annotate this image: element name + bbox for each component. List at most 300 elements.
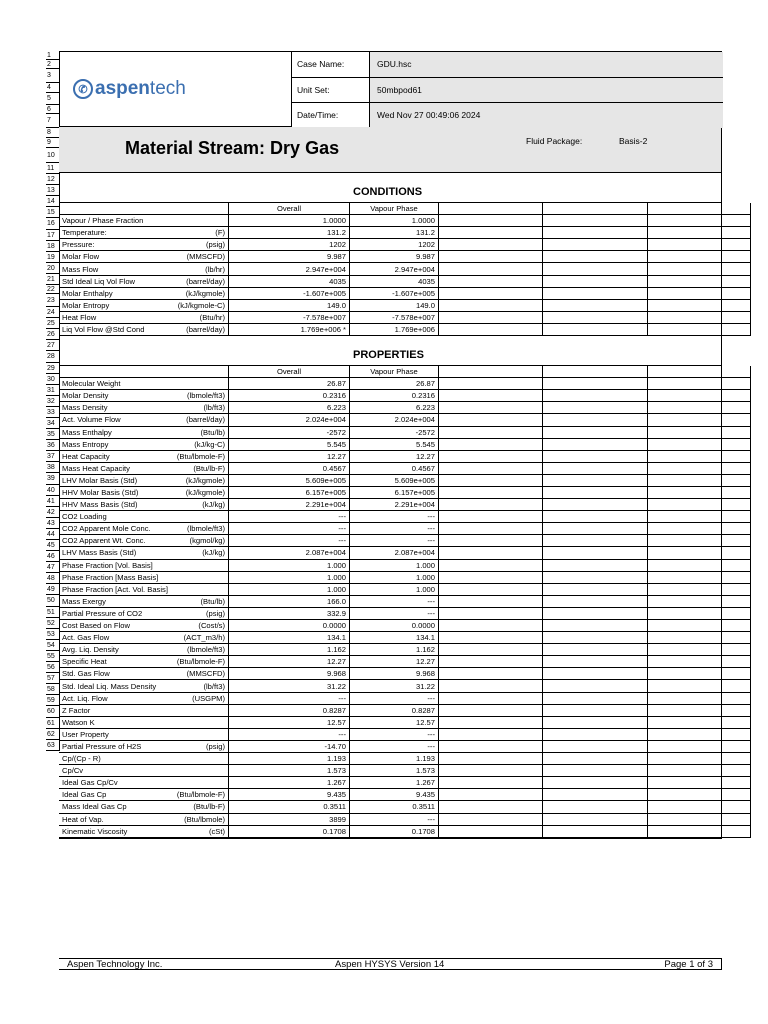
empty-cell (439, 378, 543, 390)
property-unit: (lbmole/ft3) (187, 645, 225, 655)
overall-value: 1.162 (229, 644, 350, 656)
vapour-value: 0.8287 (350, 704, 439, 716)
conditions-title: CONDITIONS (353, 186, 423, 198)
row-number: 59 (46, 695, 59, 706)
conditions-row (59, 323, 751, 335)
row-number: 21 (46, 274, 59, 285)
row-number: 34 (46, 418, 59, 429)
property-label (59, 825, 229, 837)
empty-cell (648, 740, 751, 752)
property-name: Avg. Liq. Density (62, 645, 119, 655)
empty-cell (439, 692, 543, 704)
property-name: Cp/Cv (62, 766, 84, 776)
property-name: Phase Fraction [Act. Vol. Basis] (62, 584, 168, 594)
empty-cell (543, 740, 648, 752)
property-label (59, 644, 229, 656)
property-name: Heat of Vap. (62, 814, 104, 824)
overall-value: 0.3511 (229, 801, 350, 813)
property-name: Molecular Weight (62, 379, 121, 389)
conditions-row (59, 299, 751, 311)
empty-cell (543, 571, 648, 583)
overall-value: --- (229, 728, 350, 740)
vapour-value: --- (350, 595, 439, 607)
empty-cell (543, 239, 648, 251)
properties-row (59, 486, 751, 498)
empty-cell (648, 462, 751, 474)
property-unit: (barrel/day) (186, 415, 225, 425)
property-unit: (psig) (206, 741, 225, 751)
property-label (59, 227, 229, 239)
vapour-value: 0.1708 (350, 825, 439, 837)
vapour-value: 1.000 (350, 583, 439, 595)
empty-cell (439, 523, 543, 535)
properties-title: PROPERTIES (353, 349, 424, 362)
property-label (59, 777, 229, 789)
empty-cell (543, 583, 648, 595)
empty-cell (439, 311, 543, 323)
empty-cell (648, 692, 751, 704)
properties-col-overall: Overall (229, 366, 350, 378)
empty-cell (543, 644, 648, 656)
row-number: 12 (46, 174, 59, 185)
empty-cell (648, 716, 751, 728)
properties-row (59, 583, 751, 595)
empty-cell (439, 583, 543, 595)
property-name: HHV Mass Basis (Std) (62, 500, 138, 510)
empty-cell (648, 390, 751, 402)
empty-cell (543, 251, 648, 263)
logo-brand: aspen (95, 78, 150, 99)
footer-version: Aspen HYSYS Version 14 (335, 959, 445, 970)
row-number: 52 (46, 618, 59, 629)
row-number: 4 (46, 83, 59, 93)
property-label (59, 390, 229, 402)
row-number: 55 (46, 651, 59, 662)
property-label (59, 499, 229, 511)
property-unit: (kJ/kgmole) (185, 288, 225, 298)
vapour-value: 1.162 (350, 644, 439, 656)
empty-cell (439, 227, 543, 239)
empty-cell (648, 595, 751, 607)
vapour-value: --- (350, 692, 439, 704)
empty-cell (543, 402, 648, 414)
row-number: 27 (46, 340, 59, 351)
logo-suffix: tech (149, 78, 186, 99)
row-number: 9 (46, 138, 59, 148)
property-unit: (Btu/lb) (200, 596, 225, 606)
conditions-row (59, 215, 751, 227)
property-name: Heat Capacity (62, 451, 110, 461)
properties-row (59, 450, 751, 462)
property-name: Molar Density (62, 391, 109, 401)
property-unit: (barrel/day) (186, 276, 225, 286)
empty-cell (543, 704, 648, 716)
property-unit: (kJ/kgmole) (185, 488, 225, 498)
overall-value: -2572 (229, 426, 350, 438)
empty-cell (439, 704, 543, 716)
vapour-value: 1.000 (350, 559, 439, 571)
property-label (59, 704, 229, 716)
property-name: Vapour / Phase Fraction (62, 216, 144, 226)
property-label (59, 523, 229, 535)
row-number: 18 (46, 241, 59, 252)
empty-cell (648, 275, 751, 287)
empty-cell (439, 559, 543, 571)
meta-date-time: Date/Time: Wed Nov 27 00:49:06 2024 (292, 103, 723, 128)
property-name: Molar Flow (62, 252, 100, 262)
properties-row (59, 777, 751, 789)
overall-value: 131.2 (229, 227, 350, 239)
property-name: Molar Entropy (62, 300, 110, 310)
empty-cell (439, 299, 543, 311)
empty-cell (648, 704, 751, 716)
property-unit: (lb/ft3) (203, 403, 225, 413)
properties-row (59, 789, 751, 801)
overall-value: 332.9 (229, 607, 350, 619)
row-number: 31 (46, 385, 59, 396)
row-number: 54 (46, 640, 59, 651)
property-name: Mass Flow (62, 264, 99, 274)
empty-cell (439, 486, 543, 498)
row-number: 45 (46, 540, 59, 551)
empty-cell (648, 728, 751, 740)
empty-cell (648, 311, 751, 323)
empty-cell (543, 323, 648, 335)
property-name: Act. Liq. Flow (62, 693, 108, 703)
property-unit: (Cost/s) (198, 621, 225, 631)
overall-value: --- (229, 535, 350, 547)
property-name: Molar Enthalpy (62, 288, 113, 298)
empty-cell (543, 789, 648, 801)
empty-cell (439, 825, 543, 837)
property-unit: (Btu/lbmole-F) (176, 451, 225, 461)
vapour-value: 2.947e+004 (350, 263, 439, 275)
property-label (59, 462, 229, 474)
property-name: LHV Mass Basis (Std) (62, 548, 137, 558)
property-name: HHV Molar Basis (Std) (62, 488, 139, 498)
row-number: 30 (46, 374, 59, 385)
conditions-row (59, 239, 751, 251)
company-logo (73, 78, 186, 100)
vapour-value: 12.57 (350, 716, 439, 728)
row-number: 47 (46, 562, 59, 573)
properties-row (59, 559, 751, 571)
row-number: 49 (46, 584, 59, 595)
overall-value: 2.947e+004 (229, 263, 350, 275)
empty-cell (439, 251, 543, 263)
empty-cell (543, 777, 648, 789)
property-unit: (Btu/lbmole) (184, 814, 225, 824)
empty-cell (648, 523, 751, 535)
overall-value: 0.0000 (229, 620, 350, 632)
overall-value: 1.0000 (229, 215, 350, 227)
vapour-value: 26.87 (350, 378, 439, 390)
row-number: 58 (46, 684, 59, 695)
property-label (59, 656, 229, 668)
properties-header (59, 336, 721, 366)
vapour-value: 149.0 (350, 299, 439, 311)
vapour-value: --- (350, 728, 439, 740)
vapour-value: 0.4567 (350, 462, 439, 474)
vapour-value: 1.267 (350, 777, 439, 789)
row-number: 17 (46, 230, 59, 241)
property-label (59, 680, 229, 692)
property-label (59, 239, 229, 251)
property-label (59, 571, 229, 583)
property-label (59, 263, 229, 275)
empty-cell (439, 680, 543, 692)
property-label (59, 299, 229, 311)
property-name: Z Factor (62, 705, 91, 715)
property-name: Std. Gas Flow (62, 669, 110, 679)
row-number: 2 (46, 60, 59, 69)
overall-value: 2.291e+004 (229, 499, 350, 511)
vapour-value: 9.435 (350, 789, 439, 801)
properties-column-header-row (59, 366, 751, 378)
properties-row (59, 414, 751, 426)
property-name: Mass Enthalpy (62, 427, 112, 437)
properties-row (59, 644, 751, 656)
row-number: 63 (46, 740, 59, 751)
overall-value: 2.087e+004 (229, 547, 350, 559)
row-number: 13 (46, 185, 59, 196)
empty-cell (543, 390, 648, 402)
vapour-value: 131.2 (350, 227, 439, 239)
property-label (59, 402, 229, 414)
properties-row (59, 547, 751, 559)
row-number: 29 (46, 363, 59, 374)
empty-cell (543, 632, 648, 644)
overall-value: --- (229, 511, 350, 523)
overall-value: -1.607e+005 (229, 287, 350, 299)
property-unit: (lb/hr) (205, 264, 225, 274)
empty-cell (648, 474, 751, 486)
conditions-header-cell (439, 203, 543, 215)
conditions-row (59, 227, 751, 239)
property-unit: (MMSCFD) (186, 252, 225, 262)
row-number: 7 (46, 114, 59, 128)
overall-value: 12.27 (229, 450, 350, 462)
properties-row (59, 813, 751, 825)
vapour-value: 1.000 (350, 571, 439, 583)
empty-cell (439, 668, 543, 680)
property-unit: (Btu/lb-F) (193, 463, 225, 473)
property-name: Partial Pressure of H2S (62, 741, 142, 751)
empty-cell (439, 740, 543, 752)
row-number: 39 (46, 473, 59, 484)
vapour-value: -7.578e+007 (350, 311, 439, 323)
property-label (59, 583, 229, 595)
row-number: 33 (46, 407, 59, 418)
overall-value: 9.968 (229, 668, 350, 680)
conditions-row (59, 275, 751, 287)
overall-value: 12.27 (229, 656, 350, 668)
property-unit: (Btu/lbmole-F) (176, 657, 225, 667)
empty-cell (648, 378, 751, 390)
empty-cell (439, 511, 543, 523)
property-name: Mass Density (62, 403, 108, 413)
empty-cell (543, 728, 648, 740)
overall-value: 6.157e+005 (229, 486, 350, 498)
empty-cell (543, 414, 648, 426)
property-name: Heat Flow (62, 312, 97, 322)
property-label (59, 323, 229, 335)
vapour-value: --- (350, 511, 439, 523)
property-unit: (lbmole/ft3) (187, 524, 225, 534)
empty-cell (648, 825, 751, 837)
vapour-value: 1.573 (350, 765, 439, 777)
overall-value: 1.267 (229, 777, 350, 789)
property-unit: (kJ/kgmole) (185, 475, 225, 485)
property-label (59, 378, 229, 390)
property-label (59, 547, 229, 559)
overall-value: 1.769e+006 * (229, 323, 350, 335)
page-title: Material Stream: Dry Gas (125, 138, 340, 158)
empty-cell (439, 535, 543, 547)
property-name: Mass Heat Capacity (62, 463, 130, 473)
empty-cell (439, 323, 543, 335)
property-unit: (cSt) (208, 826, 225, 836)
properties-row (59, 692, 751, 704)
vapour-value: 1.193 (350, 753, 439, 765)
vapour-value: 6.223 (350, 402, 439, 414)
property-label (59, 716, 229, 728)
row-number: 62 (46, 729, 59, 740)
empty-cell (648, 414, 751, 426)
overall-value: 5.609e+005 (229, 474, 350, 486)
row-number: 22 (46, 285, 59, 294)
overall-value: 0.1708 (229, 825, 350, 837)
property-name: CO2 Apparent Wt. Conc. (62, 536, 146, 546)
vapour-value: 2.087e+004 (350, 547, 439, 559)
empty-cell (648, 813, 751, 825)
properties-row (59, 474, 751, 486)
row-number: 53 (46, 629, 59, 640)
conditions-header-cell (543, 203, 648, 215)
empty-cell (648, 535, 751, 547)
empty-cell (648, 765, 751, 777)
property-label (59, 620, 229, 632)
property-unit: (Btu/lb) (200, 427, 225, 437)
row-number: 11 (46, 163, 59, 174)
properties-row (59, 523, 751, 535)
properties-row (59, 728, 751, 740)
empty-cell (543, 620, 648, 632)
empty-cell (543, 813, 648, 825)
property-name: CO2 Loading (62, 512, 107, 522)
conditions-header (59, 173, 721, 203)
empty-cell (439, 777, 543, 789)
empty-cell (543, 438, 648, 450)
properties-header-cell (439, 366, 543, 378)
overall-value: 31.22 (229, 680, 350, 692)
empty-cell (648, 632, 751, 644)
property-name: Std Ideal Liq Vol Flow (62, 276, 136, 286)
property-name: Temperature: (62, 228, 107, 238)
vapour-value: 4035 (350, 275, 439, 287)
row-number: 16 (46, 218, 59, 229)
property-unit: (lbmole/ft3) (187, 391, 225, 401)
property-name: LHV Molar Basis (Std) (62, 475, 138, 485)
properties-row (59, 656, 751, 668)
row-number: 56 (46, 662, 59, 673)
properties-row (59, 632, 751, 644)
property-label (59, 668, 229, 680)
empty-cell (543, 668, 648, 680)
empty-cell (439, 499, 543, 511)
empty-cell (543, 275, 648, 287)
property-unit: (kgmol/kg) (189, 536, 225, 546)
empty-cell (439, 462, 543, 474)
row-number-gutter (46, 51, 60, 751)
properties-table (59, 366, 751, 838)
vapour-value: -1.607e+005 (350, 287, 439, 299)
empty-cell (543, 450, 648, 462)
empty-cell (543, 656, 648, 668)
row-number: 60 (46, 706, 59, 717)
overall-value: 12.57 (229, 716, 350, 728)
empty-cell (439, 620, 543, 632)
vapour-value: 134.1 (350, 632, 439, 644)
property-label (59, 607, 229, 619)
property-label (59, 311, 229, 323)
overall-value: 1.573 (229, 765, 350, 777)
empty-cell (439, 789, 543, 801)
property-unit: (ACT_m3/h) (183, 633, 225, 643)
empty-cell (439, 765, 543, 777)
empty-cell (648, 215, 751, 227)
meta-unit-set: Unit Set: 50mbpod61 (292, 78, 723, 104)
empty-cell (543, 753, 648, 765)
row-number: 19 (46, 252, 59, 263)
empty-cell (648, 571, 751, 583)
overall-value: 166.0 (229, 595, 350, 607)
row-number: 14 (46, 196, 59, 207)
empty-cell (543, 215, 648, 227)
empty-cell (439, 215, 543, 227)
empty-cell (648, 801, 751, 813)
row-number: 38 (46, 462, 59, 473)
property-label (59, 728, 229, 740)
properties-row (59, 753, 751, 765)
overall-value: 1202 (229, 239, 350, 251)
overall-value: 4035 (229, 275, 350, 287)
row-number: 8 (46, 128, 59, 138)
overall-value: 134.1 (229, 632, 350, 644)
row-number: 25 (46, 318, 59, 329)
properties-row (59, 511, 751, 523)
properties-row (59, 801, 751, 813)
property-name: User Property (62, 729, 109, 739)
vapour-value: 1202 (350, 239, 439, 251)
row-number: 32 (46, 396, 59, 407)
property-unit: (F) (215, 228, 225, 238)
vapour-value: 2.291e+004 (350, 499, 439, 511)
empty-cell (439, 438, 543, 450)
conditions-row (59, 251, 751, 263)
empty-cell (439, 607, 543, 619)
empty-cell (648, 583, 751, 595)
overall-value: 1.000 (229, 559, 350, 571)
empty-cell (543, 559, 648, 571)
properties-row (59, 680, 751, 692)
empty-cell (648, 559, 751, 571)
properties-row (59, 704, 751, 716)
empty-cell (543, 287, 648, 299)
empty-cell (648, 227, 751, 239)
vapour-value: -2572 (350, 426, 439, 438)
vapour-value: --- (350, 523, 439, 535)
